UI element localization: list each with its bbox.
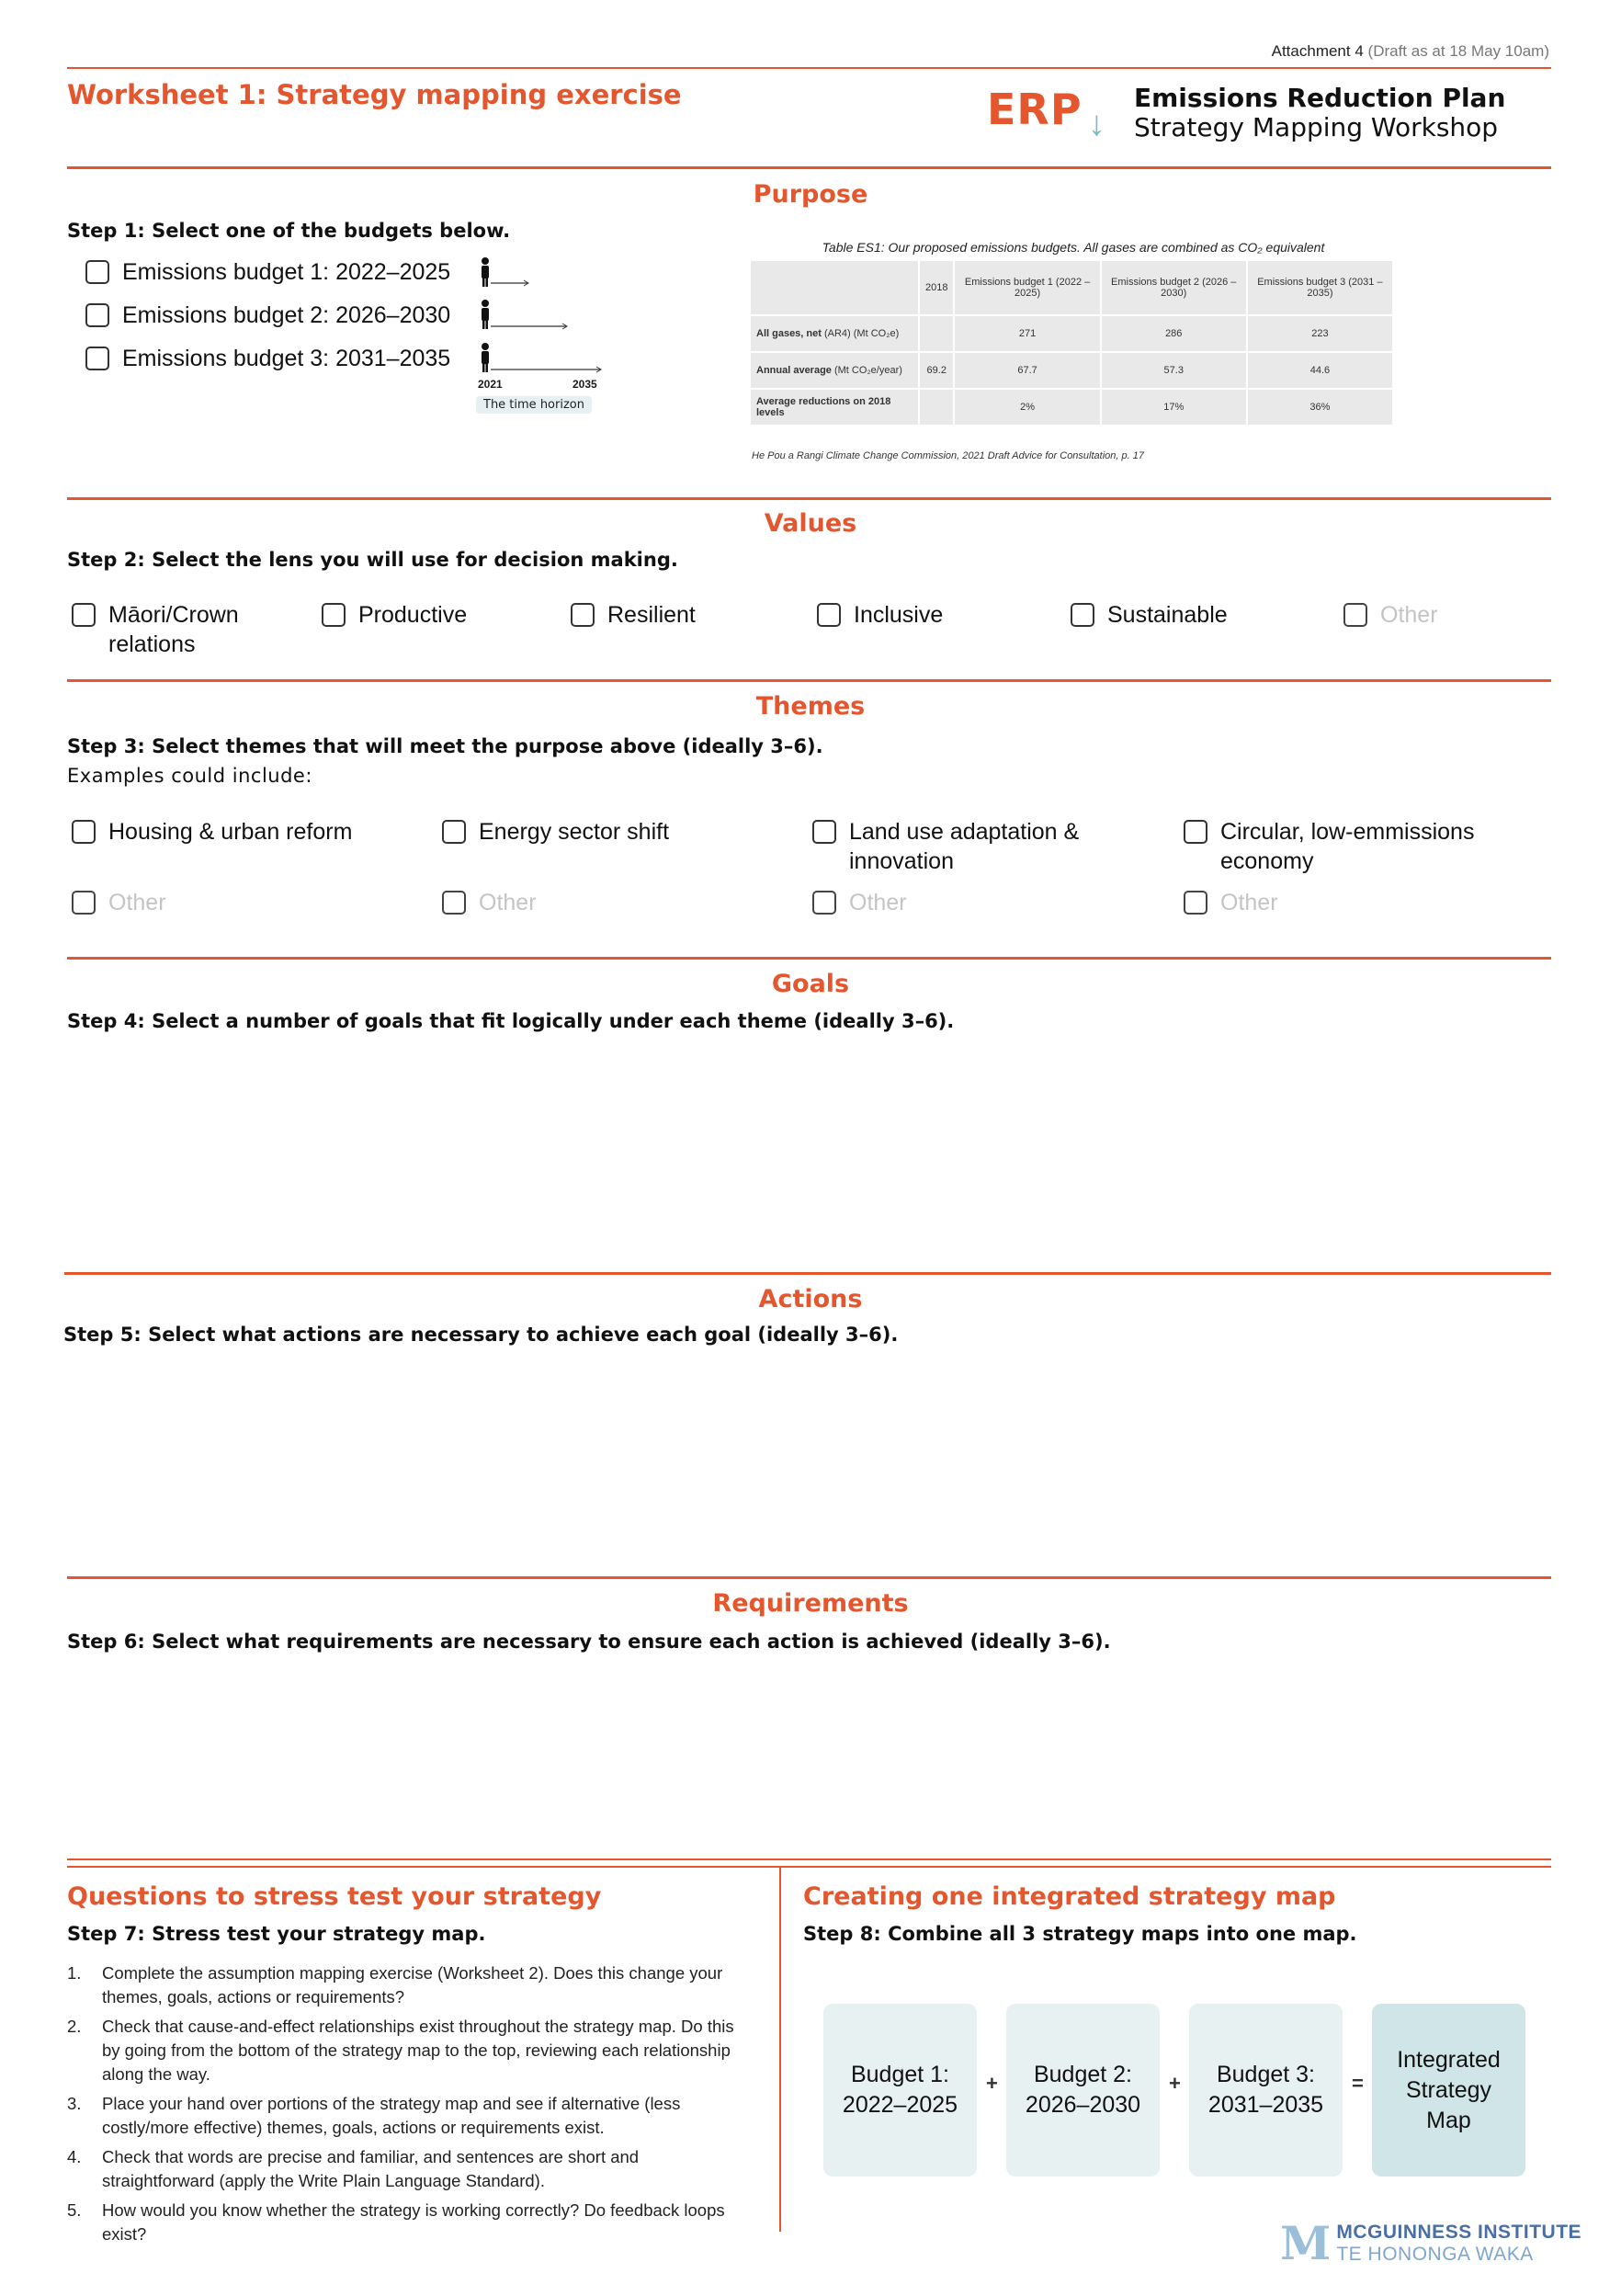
rule-bottom-1 bbox=[67, 1858, 1551, 1860]
time-horizon-figure bbox=[476, 256, 614, 393]
table-header-row: 2018 Emissions budget 1 (2022 – 2025) Emissions budget 2 (2026 – 2030) Emissions budget 3 (2031 – 2035) bbox=[750, 260, 1393, 315]
actions-step: Step 5: Select what actions are necessary to achieve each goal (ideally 3–6). bbox=[63, 1324, 899, 1346]
person-icon bbox=[482, 300, 489, 329]
table-caption: Table ES1: Our proposed emissions budgets. All gases are combined as CO₂ equivalent bbox=[822, 240, 1325, 255]
value-option-maori-crown[interactable]: Māori/Crown relations bbox=[72, 600, 255, 659]
budget-option-1[interactable]: Emissions budget 1: 2022–2025 bbox=[85, 257, 450, 287]
list-item: 1. Complete the assumption mapping exercise (Worksheet 2). Does this change your themes, goals, actions or requirements? bbox=[67, 1963, 723, 2006]
requirements-step: Step 6: Select what requirements are necessary to ensure each action is achieved (ideally 3–6). bbox=[67, 1631, 1111, 1653]
list-item: 2. Check that cause-and-effect relationships exist throughout the strategy map. Do this by going from the bottom of the strategy map to the top, reviewing each relationship along the way. bbox=[67, 2017, 734, 2084]
checkbox[interactable] bbox=[1343, 603, 1367, 627]
theme-other-1[interactable]: Other bbox=[72, 888, 166, 917]
list-item: 3. Place your hand over portions of the strategy map and see if alternative (less costly/more effective) themes, goals, actions or requirements exist. bbox=[67, 2094, 681, 2137]
theme-option-land-use[interactable]: Land use adaptation & innovation bbox=[812, 817, 1088, 876]
value-option-productive[interactable]: Productive bbox=[322, 600, 467, 630]
budget-option-2[interactable]: Emissions budget 2: 2026–2030 bbox=[85, 301, 450, 330]
checkbox[interactable] bbox=[85, 347, 109, 370]
purpose-heading: Purpose bbox=[753, 180, 868, 209]
checkbox[interactable] bbox=[1184, 820, 1207, 844]
attachment-note: Attachment 4 (Draft as at 18 May 10am) bbox=[1271, 42, 1549, 60]
table-row: All gases, net (AR4) (Mt CO₂e) 271 286 223 bbox=[750, 315, 1393, 352]
theme-other-3[interactable]: Other bbox=[812, 888, 907, 917]
institute-sub: TE HONONGA WAKA bbox=[1336, 2244, 1534, 2265]
actions-heading: Actions bbox=[758, 1285, 863, 1313]
erp-logo bbox=[987, 85, 1120, 145]
checkbox[interactable] bbox=[85, 303, 109, 327]
down-arrow-icon: ↓ bbox=[1088, 105, 1105, 143]
budget-box-1: Budget 1: 2022–2025 bbox=[823, 2004, 977, 2177]
value-option-resilient[interactable]: Resilient bbox=[571, 600, 696, 630]
value-option-sustainable[interactable]: Sustainable bbox=[1071, 600, 1228, 630]
integrated-heading: Creating one integrated strategy map bbox=[803, 1882, 1336, 1911]
checkbox[interactable] bbox=[442, 820, 466, 844]
checkbox[interactable] bbox=[72, 820, 96, 844]
person-icon bbox=[482, 257, 489, 287]
institute-name: MCGUINNESS INSTITUTE bbox=[1336, 2222, 1582, 2243]
values-heading: Values bbox=[764, 509, 857, 538]
m-monogram-icon: M bbox=[1280, 2216, 1332, 2270]
integrated-map-box: Integrated Strategy Map bbox=[1372, 2004, 1525, 2177]
checkbox[interactable] bbox=[812, 891, 836, 915]
checkbox[interactable] bbox=[571, 603, 595, 627]
budget-option-3[interactable]: Emissions budget 3: 2031–2035 bbox=[85, 344, 450, 373]
checkbox[interactable] bbox=[322, 603, 346, 627]
plan-subtitle: Strategy Mapping Workshop bbox=[1134, 112, 1499, 142]
stress-list bbox=[67, 1961, 738, 2252]
rule-requirements bbox=[67, 1576, 1551, 1579]
plus-operator: + bbox=[1169, 2072, 1181, 2095]
themes-step: Step 3: Select themes that will meet the purpose above (ideally 3–6). bbox=[67, 735, 823, 757]
checkbox[interactable] bbox=[817, 603, 841, 627]
rule-bottom-2 bbox=[67, 1866, 1551, 1868]
checkbox[interactable] bbox=[72, 891, 96, 915]
checkbox[interactable] bbox=[442, 891, 466, 915]
theme-option-housing[interactable]: Housing & urban reform bbox=[72, 817, 352, 847]
theme-other-4[interactable]: Other bbox=[1184, 888, 1278, 917]
rule-themes bbox=[67, 679, 1551, 682]
person-icon bbox=[482, 343, 489, 372]
rule-goals bbox=[67, 957, 1551, 960]
checkbox[interactable] bbox=[812, 820, 836, 844]
goals-step: Step 4: Select a number of goals that fit logically under each theme (ideally 3–6). bbox=[67, 1010, 955, 1032]
requirements-heading: Requirements bbox=[712, 1589, 909, 1618]
checkbox[interactable] bbox=[85, 260, 109, 284]
theme-option-energy[interactable]: Energy sector shift bbox=[442, 817, 669, 847]
purpose-step: Step 1: Select one of the budgets below. bbox=[67, 220, 511, 242]
budget-box-3: Budget 3: 2031–2035 bbox=[1189, 2004, 1343, 2177]
stress-step: Step 7: Stress test your strategy map. bbox=[67, 1923, 486, 1945]
checkbox[interactable] bbox=[1184, 891, 1207, 915]
theme-other-2[interactable]: Other bbox=[442, 888, 537, 917]
value-option-inclusive[interactable]: Inclusive bbox=[817, 600, 943, 630]
table-row: Annual average (Mt CO₂e/year) 69.2 67.7 57.3 44.6 bbox=[750, 352, 1393, 389]
goals-heading: Goals bbox=[771, 970, 850, 998]
themes-heading: Themes bbox=[755, 692, 866, 721]
rule-values bbox=[67, 497, 1551, 500]
worksheet-title: Worksheet 1: Strategy mapping exercise bbox=[67, 79, 682, 110]
emissions-table bbox=[749, 259, 1394, 426]
top-rule bbox=[67, 67, 1551, 69]
horizon-start: 2021 bbox=[478, 378, 503, 391]
plan-title: Emissions Reduction Plan bbox=[1134, 83, 1506, 113]
stress-heading: Questions to stress test your strategy bbox=[67, 1882, 602, 1911]
rule-purpose bbox=[67, 166, 1551, 169]
budget-box-2: Budget 2: 2026–2030 bbox=[1006, 2004, 1160, 2177]
checkbox[interactable] bbox=[72, 603, 96, 627]
rule-actions bbox=[64, 1272, 1551, 1275]
value-option-other[interactable]: Other bbox=[1343, 600, 1438, 630]
themes-sub: Examples could include: bbox=[67, 765, 312, 787]
table-source: He Pou a Rangi Climate Change Commission, 2021 Draft Advice for Consultation, p. 17 bbox=[752, 450, 1144, 461]
table-row: Average reductions on 2018 levels 2% 17% 36% bbox=[750, 389, 1393, 426]
horizon-label: The time horizon bbox=[476, 396, 592, 414]
mcguinness-logo bbox=[1280, 2216, 1582, 2270]
list-item: 5. How would you know whether the strategy is working correctly? Do feedback loops exist? bbox=[67, 2200, 725, 2244]
integrated-step: Step 8: Combine all 3 strategy maps into one map. bbox=[803, 1923, 1357, 1945]
list-item: 4. Check that words are precise and familiar, and sentences are short and straightforward (apply the Write Plain Language Standard). bbox=[67, 2147, 640, 2190]
horizon-end: 2035 bbox=[572, 378, 597, 391]
erp-logo-text: ERP bbox=[987, 85, 1083, 134]
column-divider bbox=[779, 1868, 781, 2232]
plus-operator: + bbox=[986, 2072, 998, 2095]
theme-option-circular[interactable]: Circular, low-emmissions economy bbox=[1184, 817, 1496, 876]
values-step: Step 2: Select the lens you will use for decision making. bbox=[67, 549, 678, 571]
checkbox[interactable] bbox=[1071, 603, 1094, 627]
equals-operator: = bbox=[1352, 2072, 1364, 2095]
